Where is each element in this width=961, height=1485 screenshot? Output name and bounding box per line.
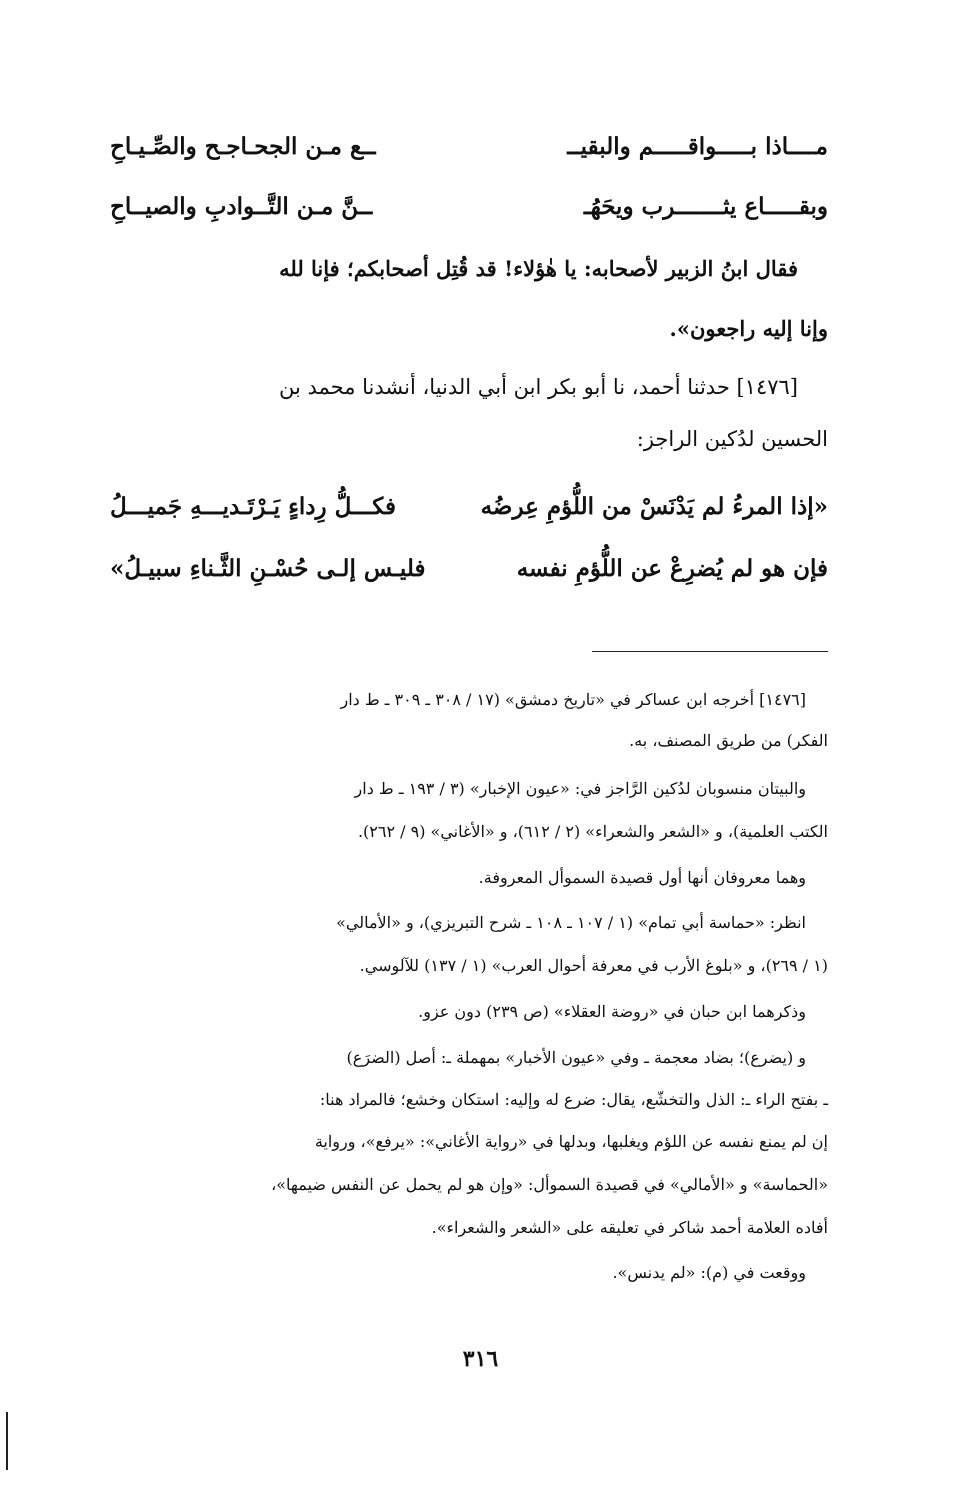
- verse-hemistich-second: ــع مـن الجحـاجـح والصِّـيـاحِ: [110, 133, 376, 160]
- footnote-line: [١٤٧٦] أخرجه ابن عساكر في «تاريخ دمشق» (١٧ / ٣٠٨ ـ ٣٠٩ ـ ط دار: [340, 690, 806, 709]
- footnote-line: أفاده العلامة أحمد شاكر في تعليقه على «الشعر والشعراء».: [431, 1218, 828, 1237]
- verse-hemistich-second: ــنَّ مـن التَّــوادبِ والصيــاحِ: [110, 193, 373, 220]
- page-number: ٣١٦: [462, 1346, 499, 1372]
- paragraph-line: فقال ابنُ الزبير لأصحابه: يا هٰؤلاء! قد قُتِل أصحابكم؛ فإنا لله: [279, 256, 798, 281]
- verse-top-1: [110, 133, 828, 173]
- paragraph-line: وإنا إليه راجعون».: [669, 316, 828, 341]
- footnote-line: «الحماسة» و «الأمالي» في قصيدة السموأل: «وإن هو لم يحمل عن النفس ضيمها»،: [271, 1175, 828, 1194]
- verse-hemistich-first: وبقـــــاع يثـــــــرب ويحَهُـ: [583, 193, 828, 220]
- verse-bottom-1: [110, 493, 828, 533]
- paragraph-line: الحسين لدُكين الراجز:: [636, 427, 828, 451]
- verse-bottom-2: [110, 555, 828, 595]
- verse-hemistich-first: «إذا المرءُ لم يَدْنَسْ من اللُّؤمِ عِرضُه: [480, 493, 828, 520]
- footnote-line: وذكرهما ابن حبان في «روضة العقلاء» (ص ٢٣٩) دون عزو.: [418, 1002, 806, 1021]
- scan-edge-mark: [6, 1412, 8, 1470]
- footnote-line: إن لم يمنع نفسه عن اللؤم ويغلبها، وبدلها في «رواية الأغاني»: «يرفع»، ورواية: [314, 1132, 828, 1151]
- footnote-line: انظر: «حماسة أبي تمام» (١ / ١٠٧ ـ ١٠٨ ـ شرح التبريزي)، و «الأمالي»: [336, 913, 806, 932]
- footnote-separator: [592, 651, 828, 652]
- verse-hemistich-second: فكـــلُّ رِداءٍ يَـرْتَـديـــهِ جَميـــلُ: [110, 493, 396, 520]
- verse-hemistich-second: فليـس إلـى حُسْـنِ الثَّـناءِ سبيـلُ»: [110, 555, 426, 582]
- footnote-line: ـ بفتح الراء ـ: الذل والتخشّع، يقال: ضرع له وإليه: استكان وخشع؛ فالمراد هنا:: [319, 1090, 828, 1109]
- footnote-line: الكتب العلمية)، و «الشعر والشعراء» (٢ / ٦١٢)، و «الأغاني» (٩ / ٢٦٢).: [357, 822, 828, 841]
- footnote-line: (١ / ٢٦٩)، و «بلوغ الأرب في معرفة أحوال العرب» (١ / ١٣٧) للآلوسي.: [359, 956, 828, 975]
- verse-hemistich-first: فإن هو لم يُضرِعْ عن اللُّؤمِ نفسه: [516, 555, 828, 582]
- verse-hemistich-first: مــــاذا بـــــواقـــــم والبقيــ: [567, 133, 828, 160]
- verse-top-2: [110, 193, 828, 233]
- footnote-line: والبيتان منسوبان لدُكين الرَّاجز في: «عيون الإخبار» (٣ / ١٩٣ ـ ط دار: [354, 779, 806, 798]
- footnote-line: الفكر) من طريق المصنف، به.: [629, 731, 828, 750]
- footnote-line: و (يضرع)؛ بضاد معجمة ـ وفي «عيون الأخبار» بمهملة ـ: أصل (الضرَع): [346, 1048, 806, 1067]
- footnote-line: وهما معروفان أنها أول قصيدة السموأل المعروفة.: [478, 868, 806, 887]
- footnote-line: ووقعت في (م): «لم يدنس».: [612, 1263, 806, 1282]
- paragraph-line: [١٤٧٦] حدثنا أحمد، نا أبو بكر ابن أبي الدنيا، أنشدنا محمد بن: [278, 375, 798, 399]
